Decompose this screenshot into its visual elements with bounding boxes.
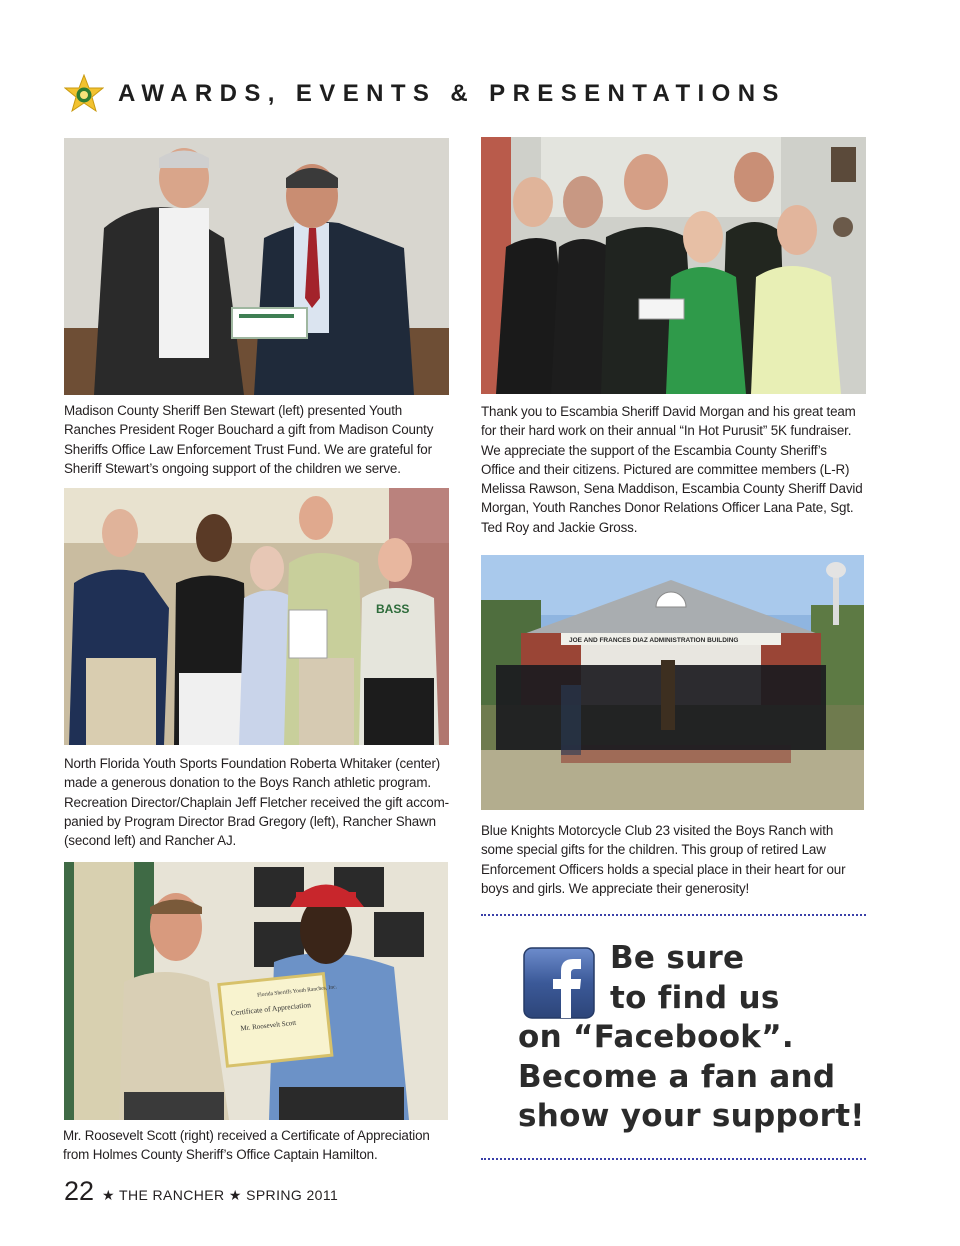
caption-line: Ted Roy and Jackie Gross.	[481, 519, 638, 535]
photo-madison-presentation	[64, 138, 449, 395]
star-badge-icon	[64, 74, 104, 114]
facebook-line-1: Be sure	[610, 940, 745, 976]
caption-line: Thank you to Escambia Sheriff David Morgan and his great team	[481, 404, 856, 419]
caption-line: Blue Knights Motorcycle Club 23 visited the Boys Ranch with	[481, 823, 834, 838]
svg-text:JOE AND FRANCES DIAZ ADMINISTR: JOE AND FRANCES DIAZ ADMINISTRATION BUILDING	[569, 637, 739, 644]
caption-line: made a generous donation to the Boys Ranch athletic program.	[64, 775, 431, 791]
caption-north-florida	[64, 754, 459, 850]
photo-roosevelt-scott	[64, 862, 448, 1120]
caption-line: We appreciate the support of the Escambia County Sheriff’s	[481, 442, 827, 458]
caption-line: Enforcement Officers holds a special place in their heart for our	[481, 861, 846, 877]
caption-madison	[64, 401, 452, 478]
caption-line: Morgan, Youth Ranches Donor Relations Officer Lana Pate, Sgt.	[481, 500, 854, 516]
facebook-line-5: show your support!	[518, 1098, 865, 1134]
caption-line: Office and their citizens. Pictured are committee members (L-R)	[481, 461, 850, 477]
dotted-divider-bottom	[481, 1158, 866, 1160]
facebook-line-3: on “Facebook”.	[518, 1019, 794, 1055]
page-footer	[64, 1176, 338, 1216]
section-header	[64, 72, 786, 116]
facebook-icon[interactable]	[523, 947, 595, 1019]
caption-line: Recreation Director/Chaplain Jeff Fletcher received the gift accom-	[64, 794, 449, 810]
caption-escambia	[481, 402, 876, 537]
caption-line: from Holmes County Sheriff’s Office Captain Hamilton.	[63, 1147, 378, 1163]
caption-line: Ranches President Roger Bouchard a gift from Madison County	[64, 422, 434, 438]
caption-line: North Florida Youth Sports Foundation Roberta Whitaker (center)	[64, 756, 441, 771]
caption-roosevelt	[63, 1126, 458, 1165]
svg-text:BASS: BASS	[376, 602, 410, 616]
publication-name: ★ THE RANCHER ★ SPRING 2011	[102, 1187, 339, 1203]
dotted-divider-top	[481, 914, 866, 916]
svg-text:Certificate of Appreciation: Certificate of Appreciation	[230, 1000, 312, 1018]
caption-line: some special gifts for the children. This group of retired Law	[481, 842, 826, 858]
facebook-line-2: to find us	[610, 980, 780, 1016]
facebook-line-4: Become a fan and	[518, 1059, 836, 1095]
caption-line: Sheriffs Office Law Enforcement Trust Fund. We are grateful for	[64, 441, 432, 457]
svg-text:Florida Sheriffs Youth Ranches: Florida Sheriffs Youth Ranches, Inc.	[256, 984, 338, 999]
facebook-promo	[518, 940, 878, 1160]
photo-north-florida-donation	[64, 488, 449, 745]
caption-line: for their hard work on their annual “In Hot Purusit” 5K fundraiser.	[481, 423, 852, 439]
caption-line: Madison County Sheriff Ben Stewart (left) presented Youth	[64, 403, 403, 418]
page-title: AWARDS, EVENTS & PRESENTATIONS	[118, 80, 786, 107]
caption-line: panied by Program Director Brad Gregory (left), Rancher Shawn	[64, 813, 436, 829]
photo-escambia-team	[481, 137, 866, 394]
caption-blue-knights	[481, 821, 876, 898]
svg-text:Mr. Roosevelt Scott: Mr. Roosevelt Scott	[240, 1018, 297, 1033]
page-number: 22	[64, 1176, 95, 1206]
photo-blue-knights	[481, 555, 864, 810]
caption-line: Sheriff Stewart’s ongoing support of the children we serve.	[64, 460, 401, 476]
caption-line: (second left) and Rancher AJ.	[64, 833, 237, 849]
caption-line: Mr. Roosevelt Scott (right) received a Certificate of Appreciation	[63, 1128, 430, 1143]
caption-line: boys and girls. We appreciate their generosity!	[481, 880, 750, 896]
caption-line: Melissa Rawson, Sena Maddison, Escambia County Sheriff David	[481, 481, 863, 497]
